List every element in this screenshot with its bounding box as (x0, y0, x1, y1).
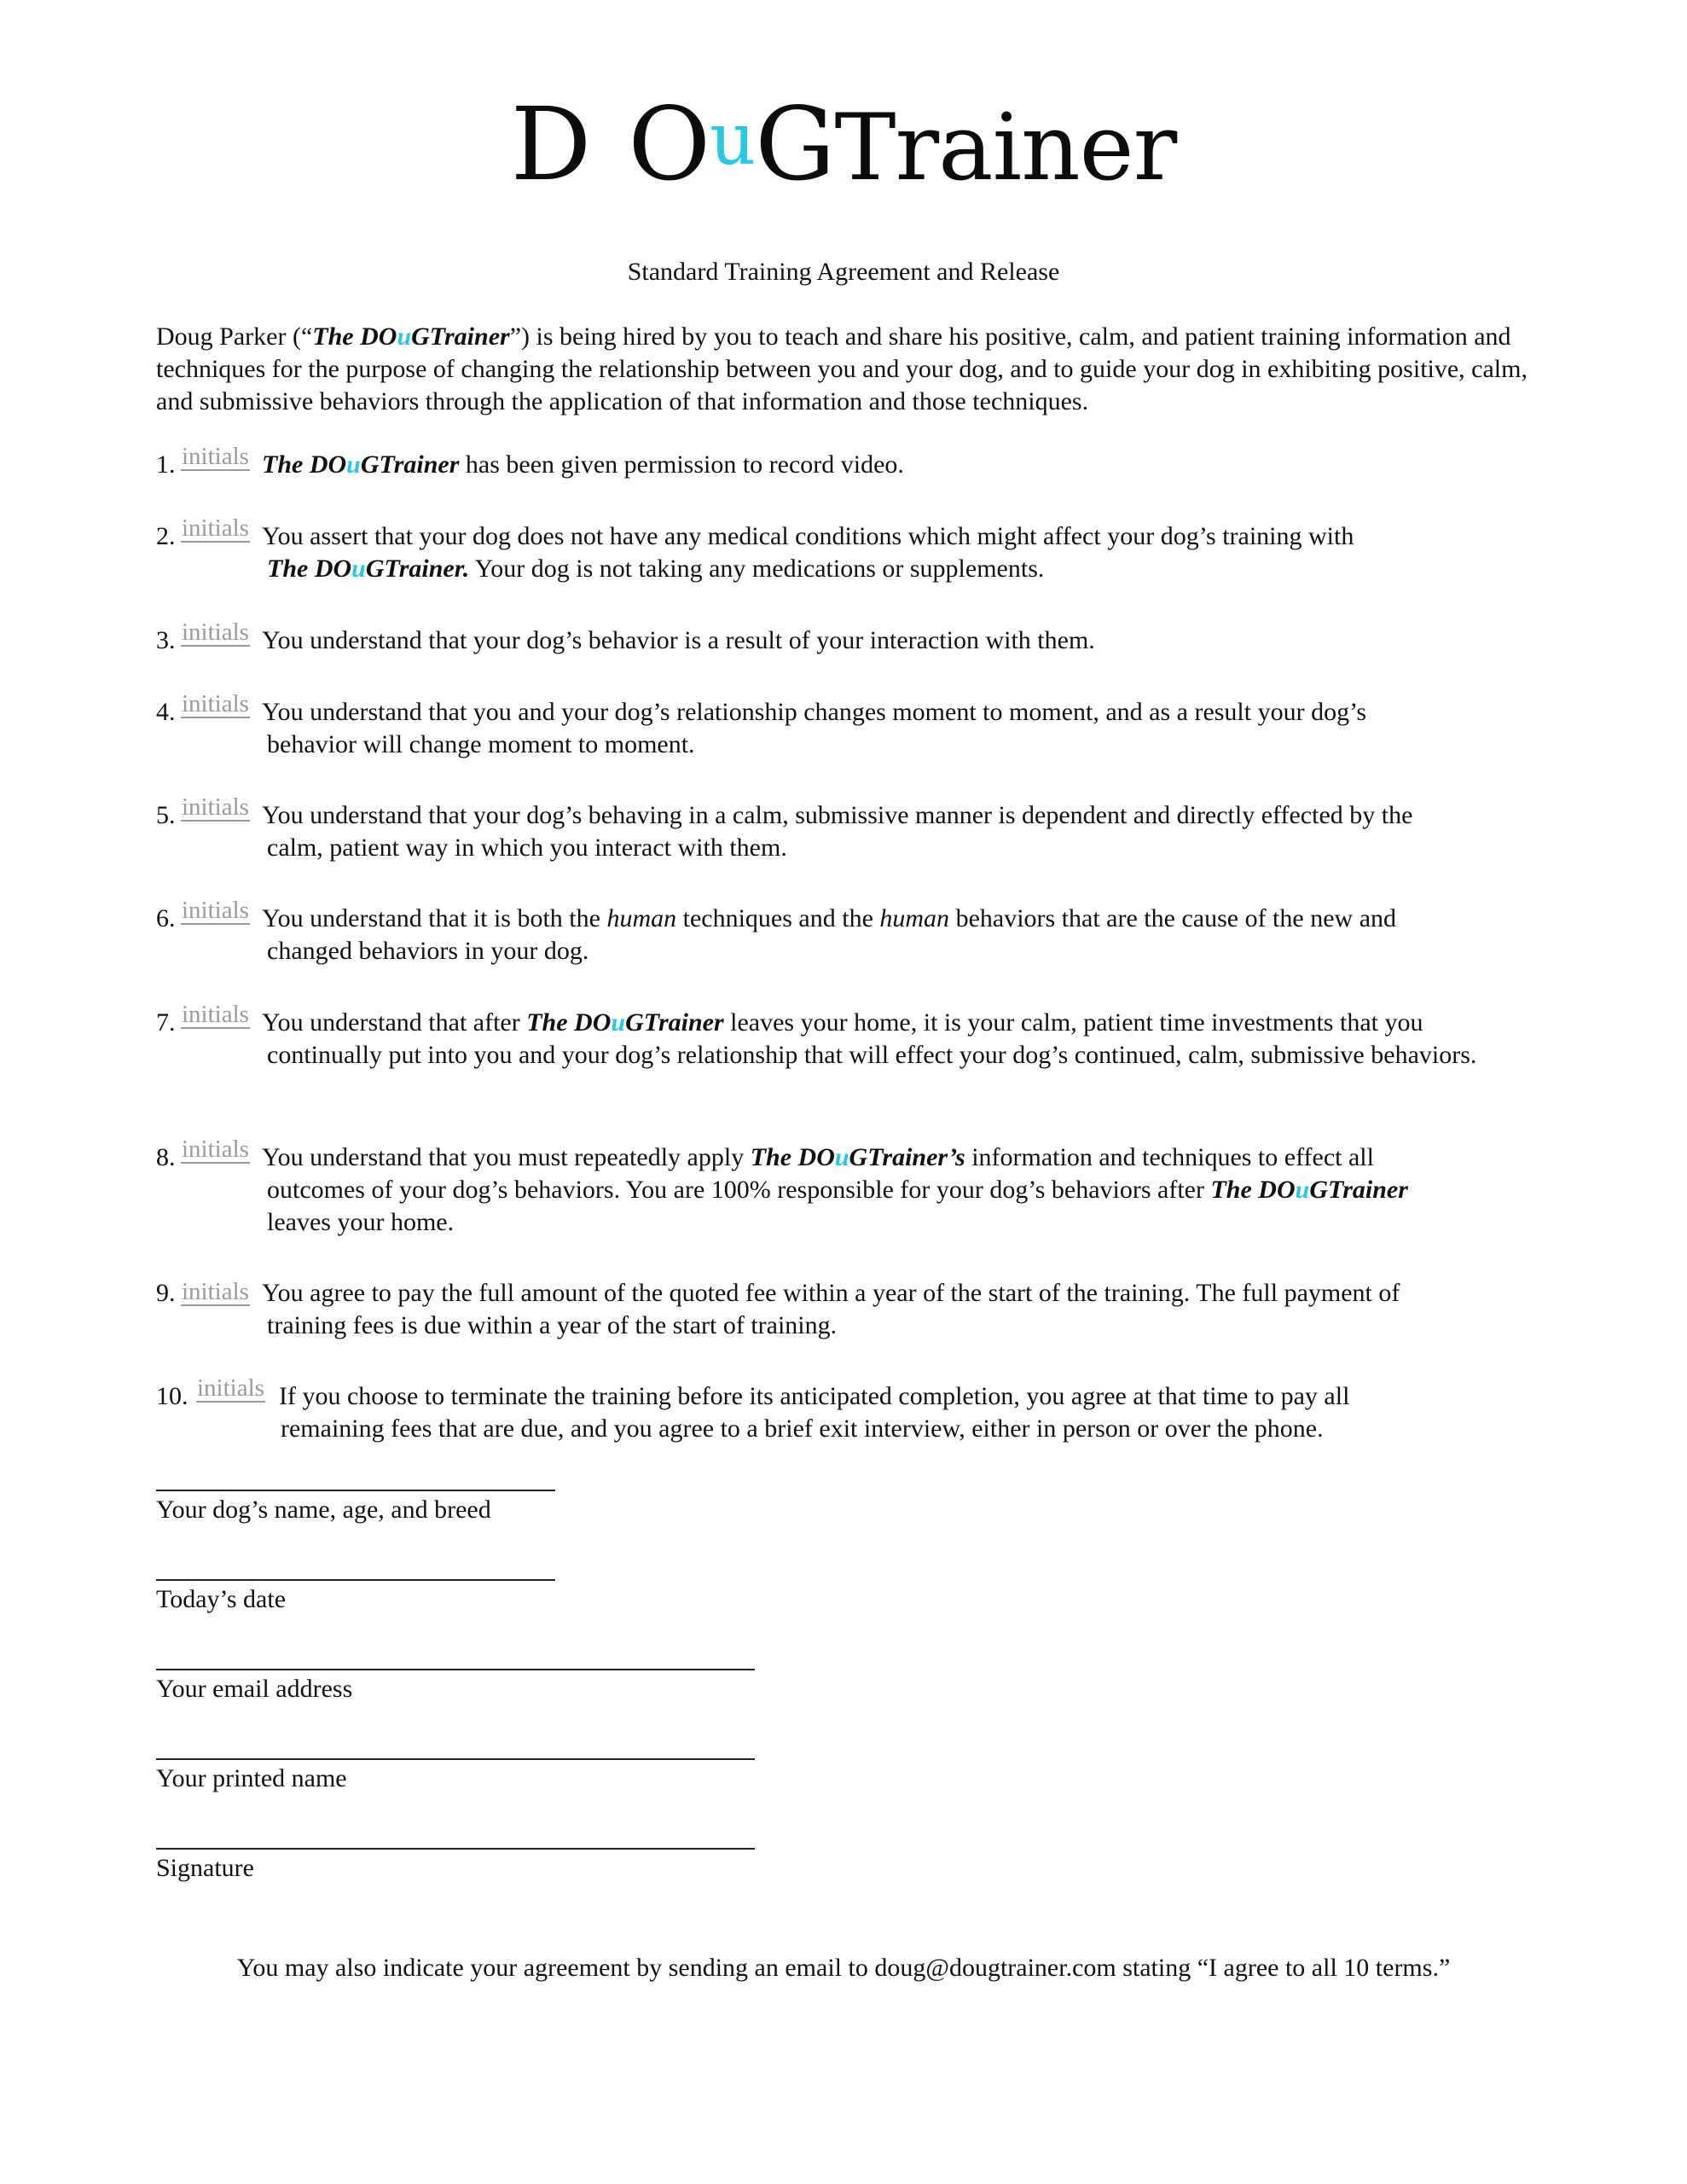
initials-field[interactable]: initials (182, 1136, 249, 1163)
field-label: Your printed name (156, 1764, 347, 1792)
dog-info-field[interactable] (156, 1490, 555, 1525)
email-field[interactable] (156, 1669, 755, 1705)
signature-line[interactable] (156, 1490, 555, 1491)
document-title: Standard Training Agreement and Release (627, 258, 1060, 286)
agreement-page: D OuGTrainer Standard Training Agreement and Release Doug Parker (“The DOuGTrainer”) is being hired by you to teach and share his positive, calm, and patient training information and techniques for the purpose of changing the relationship between you and your dog, and to guide your dog in exhibiting positive, calm, and submissive behaviors through the application of that information and those techniques. 1. initials The DOuGTrainer has been given permission to record video. 2. initials You assert that your dog does not have any medical conditions which might affect your dog’s training with The DOuGTrainer. Your dog is not taking any medications or supplements. 3. initials You understand that your dog’s behavior is a result of your interaction with them. 4. initials You understand that you and your dog’s relationship changes moment to moment, and as a result your dog’s behavior will change moment to moment. 5. initials You understand that your dog’s behaving in a calm, submissive manner is dependent and directly effected by the calm, patient way in which you interact with them. 6. initials You understand that it is both the human techniques and the human behaviors that are the cause of the new and changed behaviors in your dog. 7. initials You understand that after The DOuGTrainer leaves your home, it is your calm, patient time investments that you continually put into you and your dog’s relationship that will effect your dog’s continued, calm, submissive behaviors. 8. initials You understand that you must repeatedly apply The DOuGTrainer’s information and techniques to effect all outcomes of your dog’s behaviors. You are 100% responsible for your dog’s behaviors after The DOuGTrainer leaves your home. 9. initials You agree to pay the full amount of the quoted fee within a year of the start of the training. The full payment of training fees is due within a year of the start of training. 10. initials If you choose to terminate the training before its anticipated completion, you agree at that time to pay all remaining fees that are due, and you agree to a brief exit interview, either in person or over the phone. Your dog’s name, age, and breed Today’s date Your email address Your printed name Signature You may also indicate your agreement by sending an email to doug@dougtrainer.com stating “I agree to all 10 terms.” (0, 0, 1687, 2184)
brand-name: The DOuGTrainer (312, 322, 510, 351)
signature-line[interactable] (156, 1669, 755, 1670)
signature-line[interactable] (156, 1579, 555, 1581)
initials-field[interactable]: initials (182, 1001, 249, 1028)
initials-field[interactable]: initials (182, 619, 249, 646)
initials-field[interactable]: initials (182, 443, 249, 470)
signature-line[interactable] (156, 1848, 755, 1850)
initials-field[interactable]: initials (182, 514, 249, 542)
dougtrainer-logo: D OuGTrainer (510, 85, 1177, 203)
signature-field[interactable] (156, 1848, 755, 1884)
initials-field[interactable]: initials (182, 690, 249, 717)
date-field[interactable] (156, 1579, 555, 1615)
signature-line[interactable] (156, 1758, 755, 1760)
initials-field[interactable]: initials (197, 1374, 264, 1402)
field-label: Your dog’s name, age, and breed (156, 1496, 491, 1524)
field-label: Today’s date (156, 1585, 287, 1613)
intro-paragraph: Doug Parker (“The DOuGTrainer”) is being hired by you to teach and share his positive, calm, and patient training information and techniques for the purpose of changing the relationship between you and your dog, and to guide your dog in exhibiting positive, calm, and submissive behaviors through the application of that information and those techniques. (156, 322, 1528, 415)
initials-field[interactable]: initials (182, 1278, 249, 1305)
printed-name-field[interactable] (156, 1758, 755, 1794)
initials-field[interactable]: initials (182, 897, 249, 924)
field-label: Signature (156, 1854, 254, 1882)
email-agreement-note: You may also indicate your agreement by sending an email to doug@dougtrainer.com stating “I agree to all 10 terms.” (236, 1954, 1451, 1982)
field-label: Your email address (156, 1675, 353, 1703)
initials-field[interactable]: initials (182, 793, 249, 821)
